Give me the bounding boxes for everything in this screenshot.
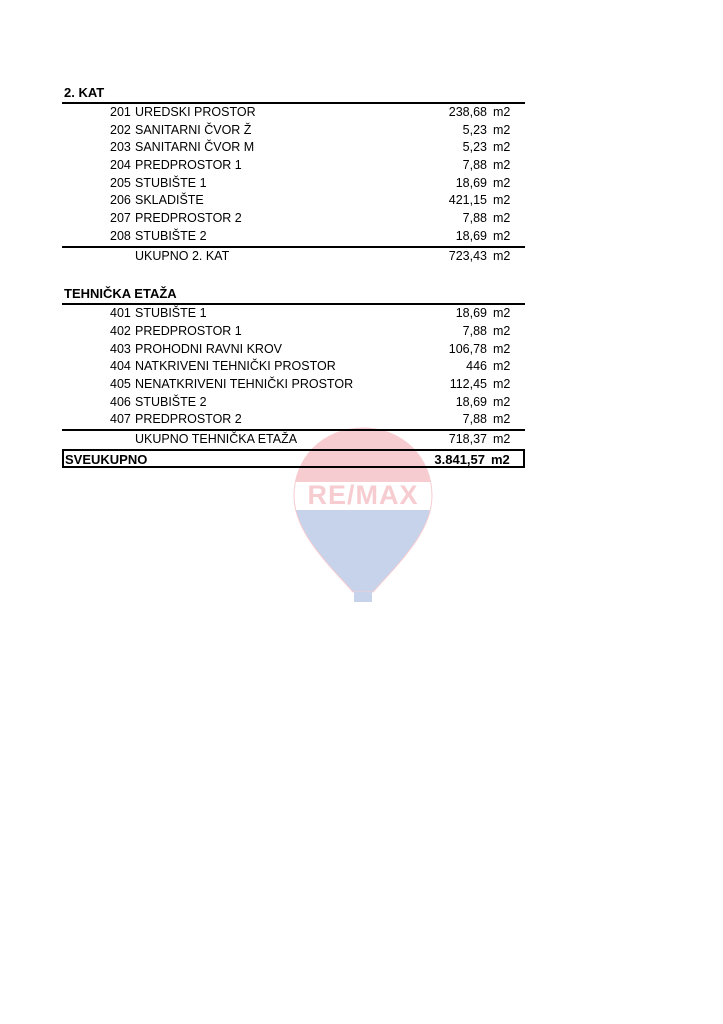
table-row (62, 104, 525, 122)
room-name: PREDPROSTOR 2 (135, 211, 242, 226)
room-number: 407 (110, 412, 131, 427)
subtotal-row-tehnicka-etaza (62, 429, 525, 449)
table-row (62, 175, 525, 193)
room-number: 206 (110, 193, 131, 208)
room-unit: m2 (493, 376, 511, 391)
table-row (62, 192, 525, 210)
room-list (62, 305, 525, 429)
room-number: 406 (110, 394, 131, 409)
subtotal-row-2-kat (62, 246, 525, 266)
room-area: 238,68 (448, 105, 487, 119)
room-unit: m2 (493, 175, 511, 190)
table-row (62, 376, 525, 394)
section-title-2-kat: 2. KAT (64, 85, 105, 100)
room-area: 7,88 (462, 323, 487, 338)
room-area: 7,88 (462, 412, 487, 427)
room-number: 202 (110, 122, 131, 137)
table-row (62, 341, 525, 359)
room-area: 112,45 (449, 376, 487, 391)
grand-total-unit: m2 (491, 451, 510, 467)
section-title-tehnicka-etaza: TEHNIČKA ETAŽA (64, 286, 177, 302)
room-number: 204 (110, 158, 131, 173)
room-name: UREDSKI PROSTOR (135, 105, 256, 119)
room-area: 5,23 (462, 140, 487, 155)
room-unit: m2 (493, 211, 511, 226)
subtotal-label: UKUPNO TEHNIČKA ETAŽA (135, 432, 298, 446)
subtotal-unit: m2 (493, 432, 511, 446)
area-table (62, 84, 525, 468)
room-unit: m2 (493, 306, 511, 321)
room-area: 18,69 (455, 228, 487, 243)
table-row (62, 411, 525, 429)
room-unit: m2 (493, 323, 511, 338)
table-row (62, 394, 525, 412)
grand-total-row (62, 449, 525, 468)
room-number: 205 (110, 175, 131, 190)
room-unit: m2 (493, 105, 511, 119)
room-area: 7,88 (462, 211, 487, 226)
room-name: STUBIŠTE 2 (135, 228, 207, 243)
room-area: 421,15 (448, 193, 487, 208)
room-name: STUBIŠTE 1 (135, 306, 207, 321)
room-number: 404 (110, 359, 131, 374)
room-number: 401 (110, 306, 131, 321)
room-name: NATKRIVENI TEHNIČKI PROSTOR (135, 359, 336, 374)
table-row (62, 358, 525, 376)
table-row (62, 157, 525, 175)
table-row (62, 305, 525, 323)
subtotal-area: 718,37 (448, 432, 487, 446)
subtotal-area: 723,43 (448, 248, 487, 263)
room-unit: m2 (493, 359, 511, 374)
room-area: 18,69 (455, 306, 487, 321)
room-unit: m2 (493, 412, 511, 427)
grand-total-area: 3.841,57 (434, 451, 485, 467)
room-number: 403 (110, 341, 131, 356)
room-name: PROHODNI RAVNI KROV (135, 341, 283, 356)
room-unit: m2 (493, 341, 511, 356)
table-row (62, 139, 525, 157)
room-name: NENATKRIVENI TEHNIČKI PROSTOR (135, 376, 354, 391)
room-name: PREDPROSTOR 1 (135, 158, 242, 173)
room-number: 203 (110, 140, 131, 155)
room-area: 18,69 (455, 175, 487, 190)
room-unit: m2 (493, 122, 511, 137)
room-area: 106,78 (448, 341, 487, 356)
watermark-logo-text: RE/MAX (307, 480, 419, 510)
room-number: 207 (110, 211, 131, 226)
table-row (62, 122, 525, 140)
room-area: 7,88 (462, 158, 487, 173)
room-name: SANITARNI ČVOR M (135, 140, 255, 155)
room-unit: m2 (493, 158, 511, 173)
room-name: SKLADIŠTE (135, 193, 204, 208)
room-unit: m2 (493, 140, 511, 155)
room-area: 446 (466, 359, 487, 374)
room-unit: m2 (493, 193, 511, 208)
room-number: 201 (110, 105, 131, 119)
room-name: PREDPROSTOR 1 (135, 323, 242, 338)
subtotal-label: UKUPNO 2. KAT (135, 248, 230, 263)
room-number: 208 (110, 228, 131, 243)
table-row (62, 210, 525, 228)
table-row (62, 323, 525, 341)
room-number: 405 (110, 376, 131, 391)
room-unit: m2 (493, 394, 511, 409)
room-name: SANITARNI ČVOR Ž (135, 122, 252, 137)
room-name: PREDPROSTOR 2 (135, 412, 242, 427)
room-name: STUBIŠTE 2 (135, 394, 207, 409)
room-area: 18,69 (455, 394, 487, 409)
room-list (62, 104, 525, 246)
room-number: 402 (110, 323, 131, 338)
grand-total-label: SVEUKUPNO (65, 451, 148, 467)
subtotal-unit: m2 (493, 248, 511, 263)
room-unit: m2 (493, 228, 511, 243)
room-area: 5,23 (462, 122, 487, 137)
room-name: STUBIŠTE 1 (135, 175, 207, 190)
table-row (62, 228, 525, 246)
